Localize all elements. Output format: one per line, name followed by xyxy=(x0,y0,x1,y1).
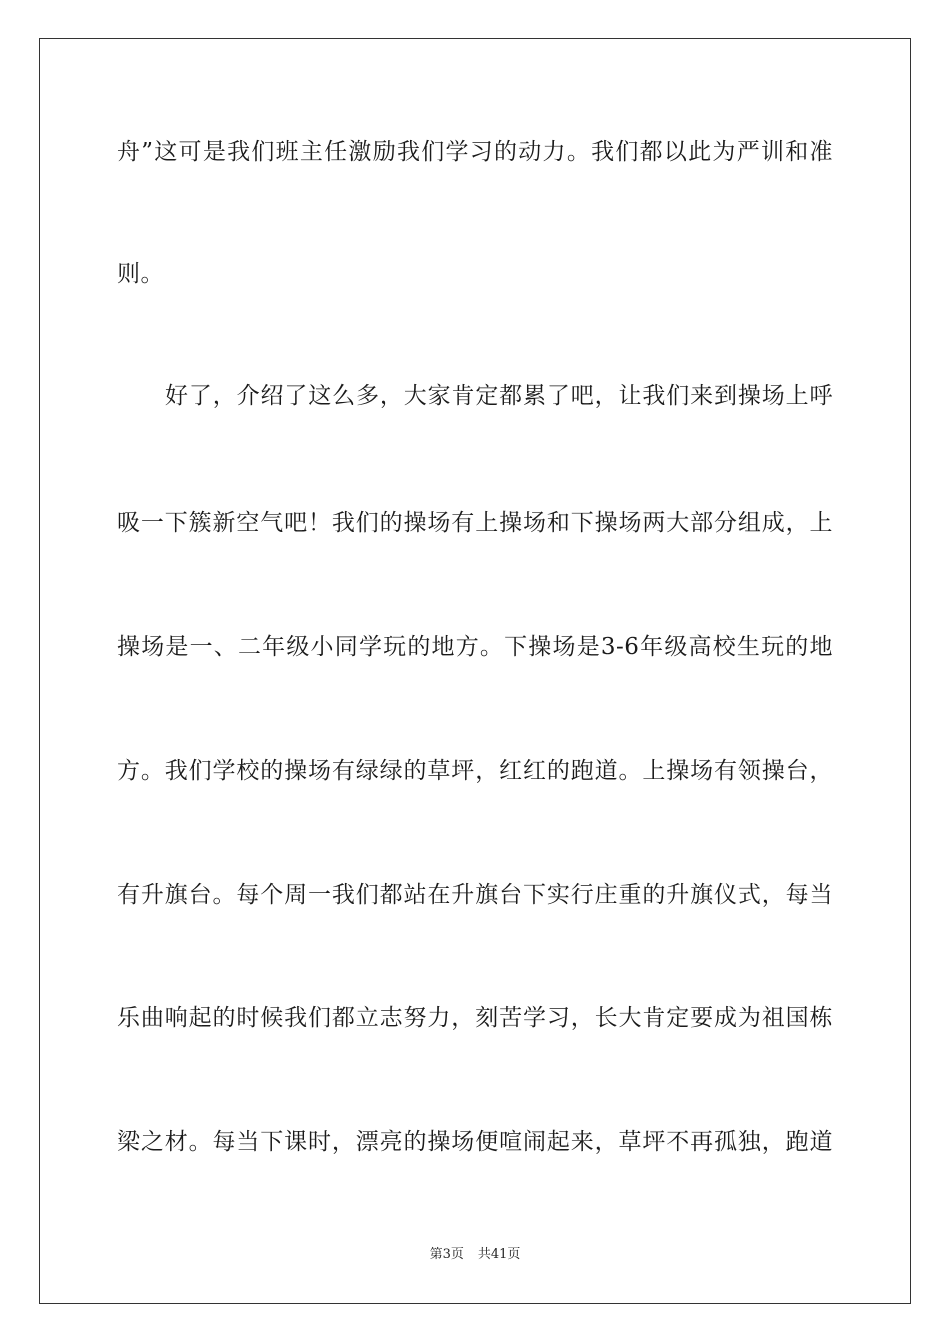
text-line-7: 有升旗台。每个周一我们都站在升旗台下实行庄重的升旗仪式，每当 xyxy=(117,882,833,908)
page-footer xyxy=(0,1246,950,1264)
page-number: 第3页 xyxy=(429,1247,464,1262)
text-line-6: 方。我们学校的操场有绿绿的草坪，红红的跑道。上操场有领操台， xyxy=(117,758,833,784)
text-line-2: 则。 xyxy=(117,261,164,287)
text-line-8: 乐曲响起的时候我们都立志努力，刻苦学习，长大肯定要成为祖国栋 xyxy=(117,1005,833,1031)
text-line-1: 舟”这可是我们班主任激励我们学习的动力。我们都以此为严训和准 xyxy=(117,139,833,165)
text-line-4: 吸一下簇新空气吧！我们的操场有上操场和下操场两大部分组成，上 xyxy=(117,510,833,536)
text-line-9: 梁之材。每当下课时，漂亮的操场便喧闹起来，草坪不再孤独，跑道 xyxy=(117,1129,833,1155)
text-line-5: 操场是一、二年级小同学玩的地方。下操场是3-6年级高校生玩的地 xyxy=(117,634,833,660)
text-line-3: 好了，介绍了这么多，大家肯定都累了吧，让我们来到操场上呼 xyxy=(165,383,833,409)
page-total: 共41页 xyxy=(477,1247,521,1262)
page-frame xyxy=(39,38,911,1304)
